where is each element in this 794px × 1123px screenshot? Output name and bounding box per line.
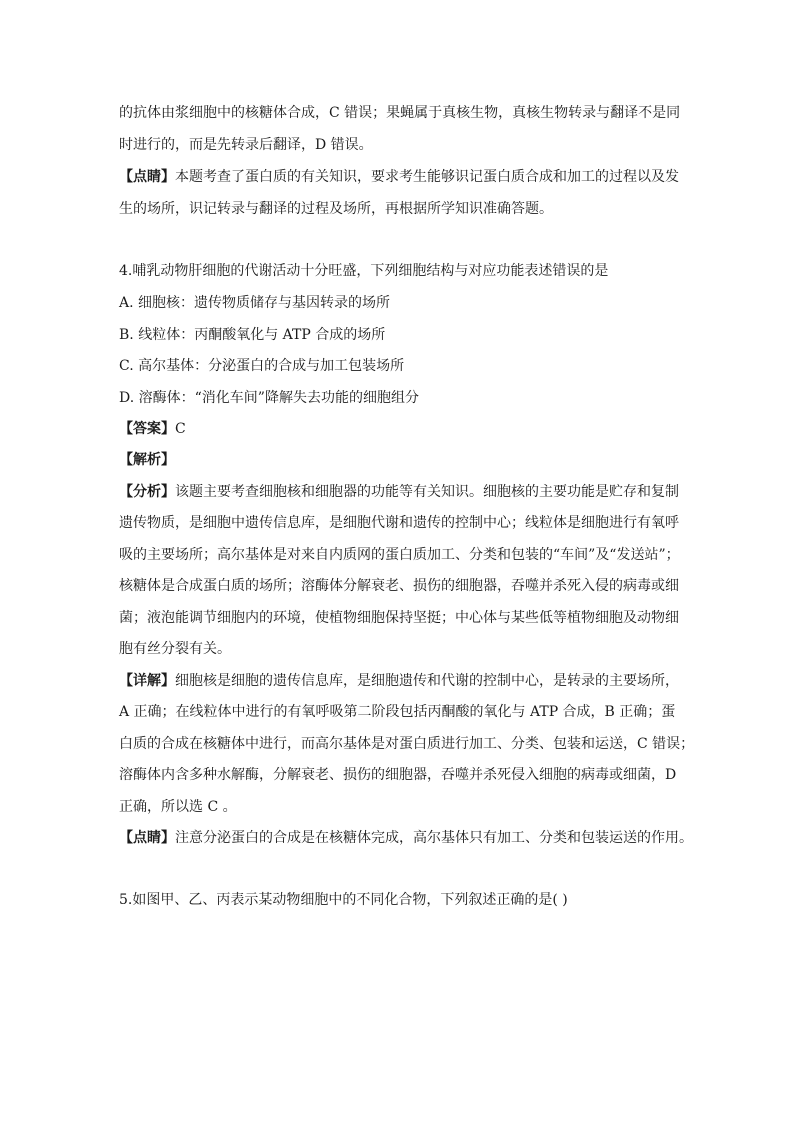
option-a: A. 细胞核：遗传物质储存与基因转录的场所 xyxy=(119,295,391,311)
xiangjie-line-5: 正确，所以选 C 。 xyxy=(119,799,237,815)
dianjing-tag: 【点睛】 xyxy=(119,830,175,846)
prev-answer-line-2: 时进行的，而是先转录后翻译，D 错误。 xyxy=(119,137,373,153)
fenxi-tag: 【分析】 xyxy=(119,484,175,500)
xiangjie-line-1 xyxy=(119,672,679,690)
comment-tag: 【点睛】 xyxy=(119,169,175,185)
prev-answer-line-1: 的抗体由浆细胞中的核糖体合成，C 错误；果蝇属于真核生物，真核生物转录与翻译不是同 xyxy=(119,105,681,121)
fenxi-line-2: 遗传物质，是细胞中遗传信息库，是细胞代谢和遗传的控制中心；线粒体是细胞进行有氧呼 xyxy=(119,515,679,531)
question-5-stem: 5.如图甲、乙、丙表示某动物细胞中的不同化合物，下列叙述正确的是( ) xyxy=(119,892,568,908)
question-4-stem: 4.哺乳动物肝细胞的代谢活动十分旺盛，下列细胞结构与对应功能表述错误的是 xyxy=(119,263,609,279)
fenxi-text: 该题主要考查细胞核和细胞器的功能等有关知识。细胞核的主要功能是贮存和复制 xyxy=(175,484,679,500)
comment-text: 本题考查了蛋白质的有关知识，要求考生能够识记蛋白质合成和加工的过程以及发 xyxy=(175,169,679,185)
fenxi-line-4: 核糖体是合成蛋白质的场所；溶酶体分解衰老、损伤的细胞器，吞噬并杀死入侵的病毒或细 xyxy=(119,578,679,594)
fenxi-line-3: 吸的主要场所；高尔基体是对来自内质网的蛋白质加工、分类和包装的“车间”及“发送站”； xyxy=(119,547,680,563)
analysis-heading: 【解析】 xyxy=(119,452,175,468)
dianjing-line xyxy=(119,829,693,847)
answer-line xyxy=(119,420,186,438)
fenxi-line-6: 胞有丝分裂有关。 xyxy=(119,641,231,657)
option-d: D. 溶酶体：“消化车间”降解失去功能的细胞组分 xyxy=(119,390,419,406)
xiangjie-line-2: A 正确；在线粒体中进行的有氧呼吸第二阶段包括丙酮酸的氧化与 ATP 合成，B 正确；蛋 xyxy=(119,704,676,720)
prev-comment-line-1 xyxy=(119,168,679,186)
dianjing-text: 注意分泌蛋白的合成是在核糖体完成，高尔基体只有加工、分类和包装运送的作用。 xyxy=(175,830,693,846)
answer-value: C xyxy=(175,421,186,437)
xiangjie-line-4: 溶酶体内含多种水解酶，分解衰老、损伤的细胞器，吞噬并杀死侵入细胞的病毒或细菌，D xyxy=(119,767,677,783)
fenxi-line-1 xyxy=(119,483,679,501)
option-c: C. 高尔基体：分泌蛋白的合成与加工包装场所 xyxy=(119,358,405,374)
xiangjie-text: 细胞核是细胞的遗传信息库，是细胞遗传和代谢的控制中心，是转录的主要场所， xyxy=(175,673,679,689)
answer-tag: 【答案】 xyxy=(119,421,175,437)
prev-comment-line-2: 生的场所，识记转录与翻译的过程及场所，再根据所学知识准确答题。 xyxy=(119,201,553,217)
fenxi-line-5: 菌；液泡能调节细胞内的环境，使植物细胞保持坚挺；中心体与某些低等植物细胞及动物细 xyxy=(119,610,679,626)
xiangjie-line-3: 白质的合成在核糖体中进行，而高尔基体是对蛋白质进行加工、分类、包装和运送，C 错误； xyxy=(119,736,695,752)
option-b: B. 线粒体：丙酮酸氧化与 ATP 合成的场所 xyxy=(119,327,386,343)
xiangjie-tag: 【详解】 xyxy=(119,673,175,689)
